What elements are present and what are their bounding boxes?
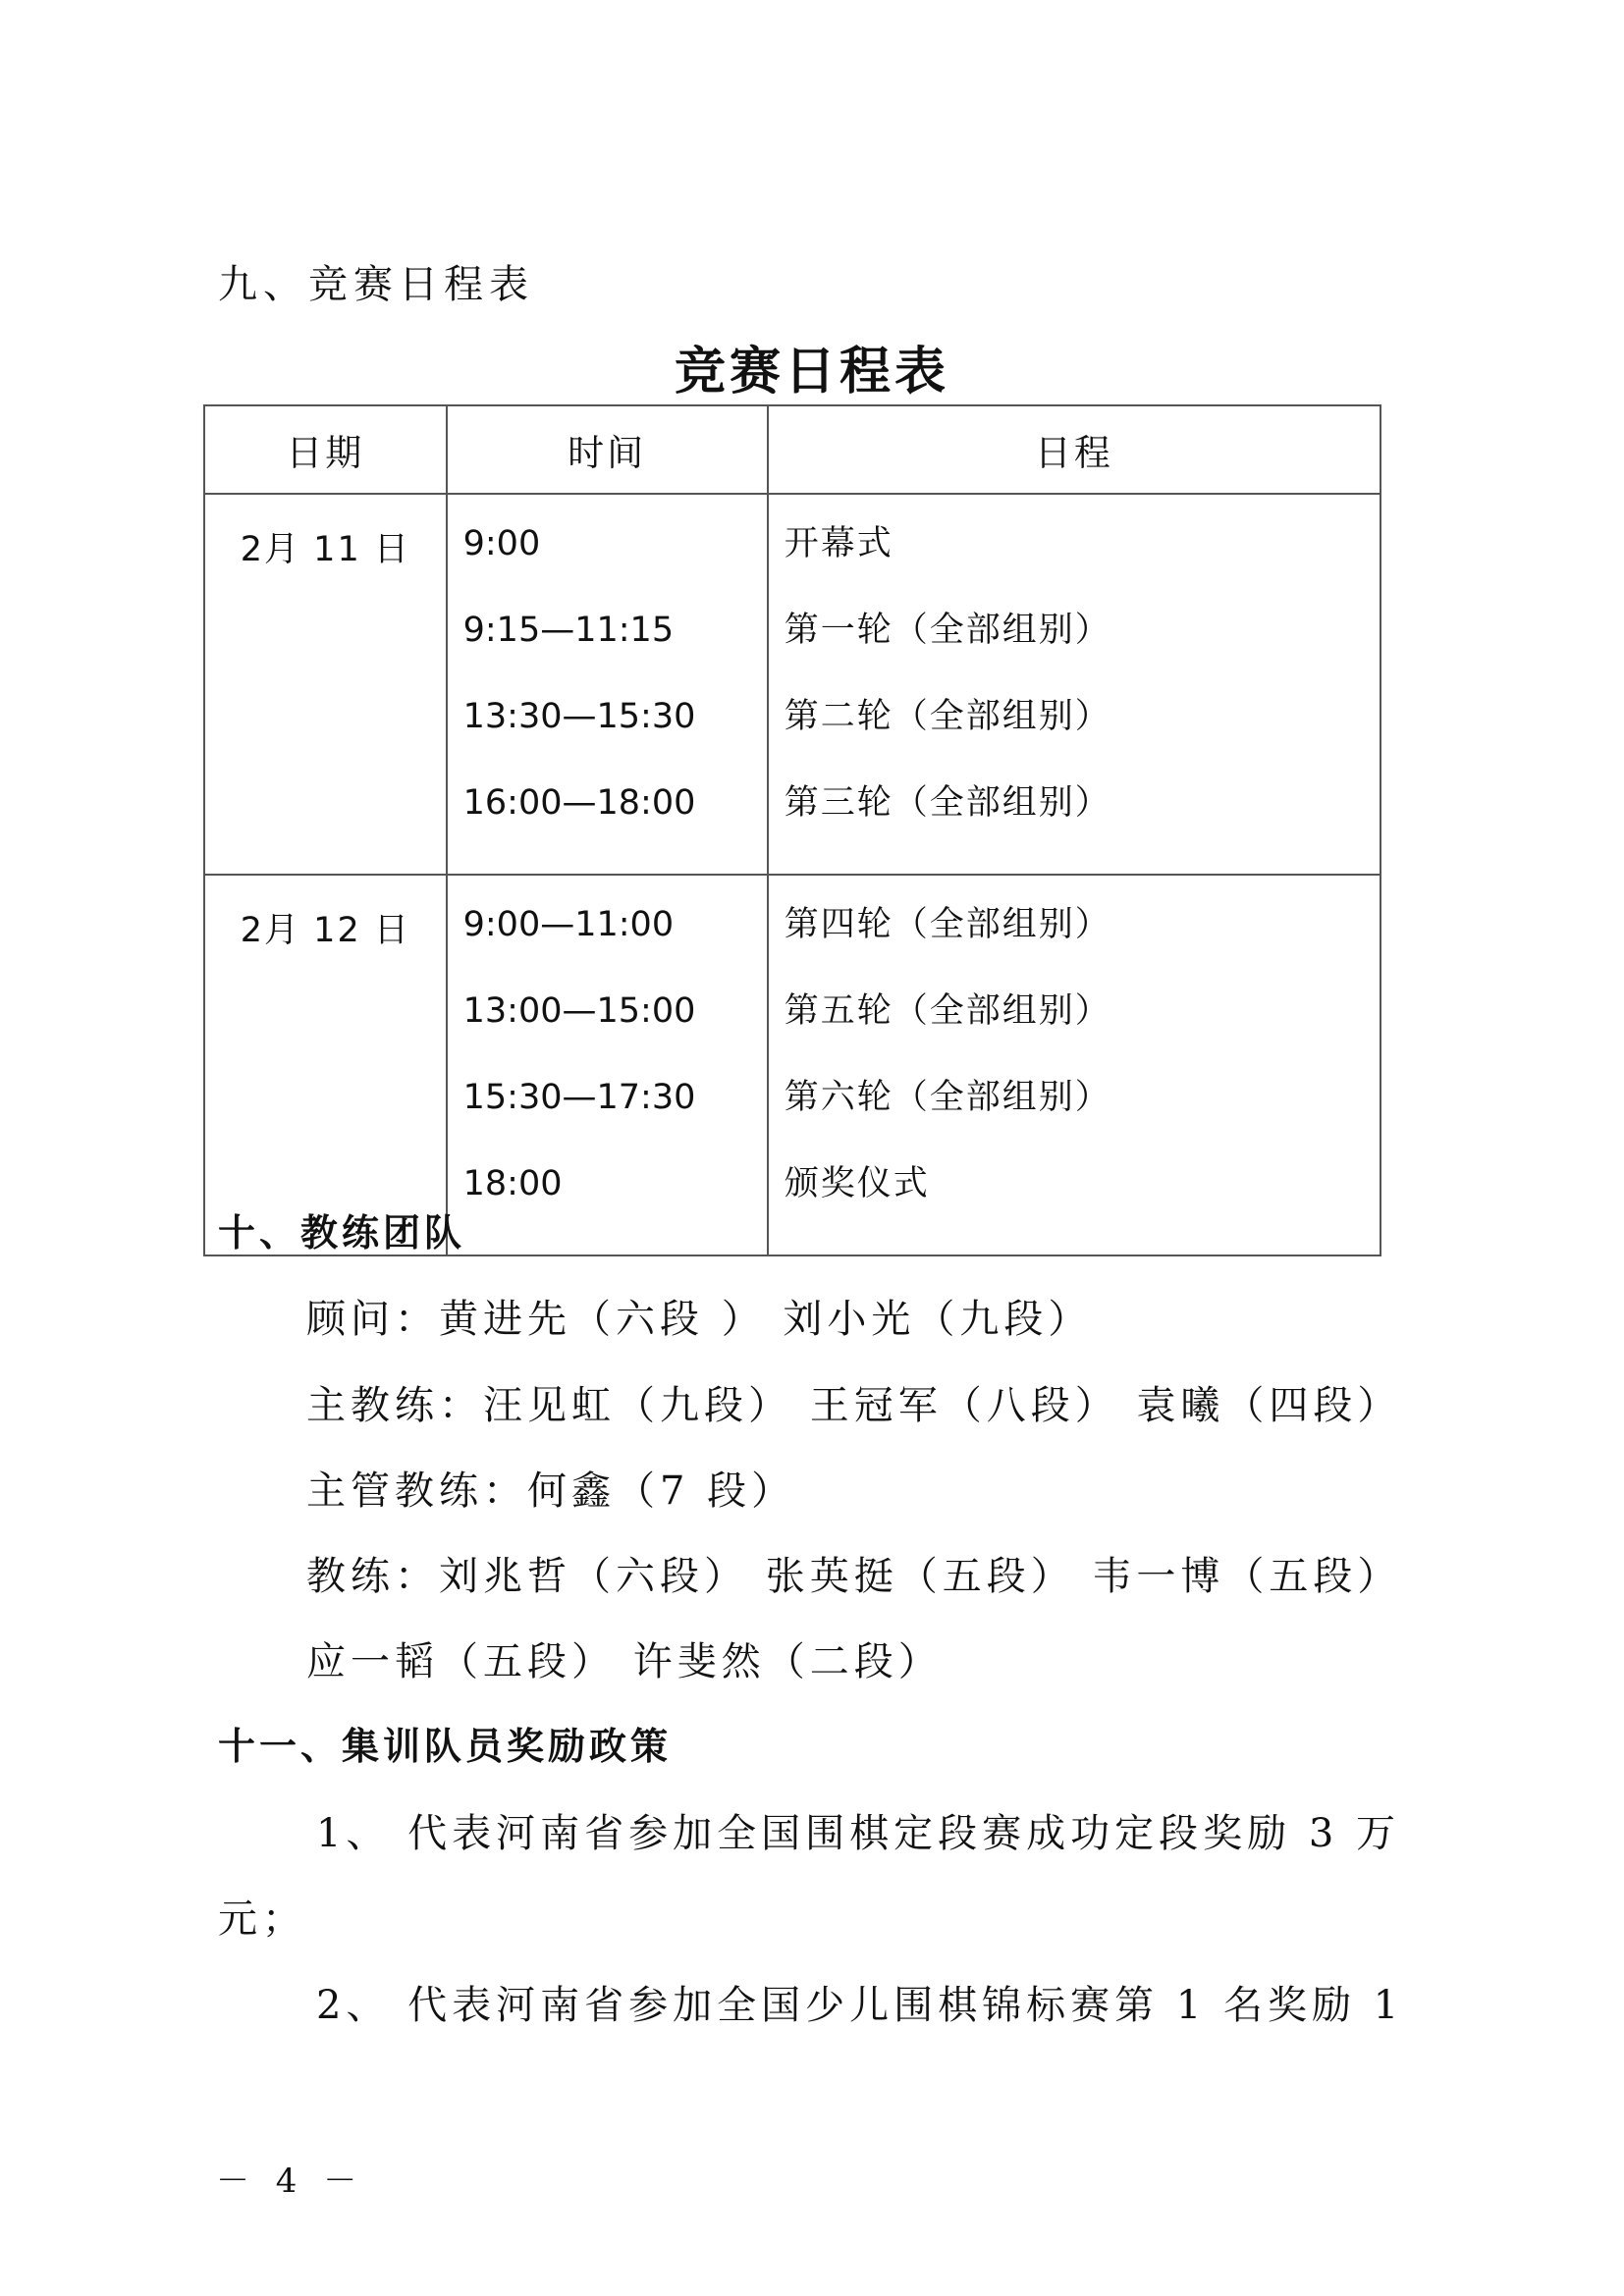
coach-line: 应一韬（五段） 许斐然（二段）	[306, 1639, 943, 1684]
reward-item: 1、 代表河南省参加全国围棋定段赛成功定段奖励 3 万	[316, 1811, 1401, 1856]
time-value: 13:30—15:30	[462, 697, 696, 736]
time-value: 15:30—17:30	[462, 1078, 696, 1117]
reward-item-continuation: 元；	[218, 1896, 306, 1942]
agenda-item: 第三轮（全部组别）	[784, 783, 1111, 823]
header-time: 时间	[447, 405, 768, 494]
agenda-item: 开幕式	[784, 524, 893, 563]
agenda-item: 颁奖仪式	[784, 1164, 930, 1203]
agenda-cell	[768, 494, 1380, 875]
agenda-cell	[768, 875, 1380, 1255]
time-cell	[447, 494, 768, 875]
time-value: 13:00—15:00	[462, 991, 696, 1031]
coach-line: 教练：刘兆哲（六段） 张英挺（五段） 韦一博（五段）	[306, 1554, 1402, 1599]
header-agenda: 日程	[768, 405, 1380, 494]
agenda-item: 第四轮（全部组别）	[784, 905, 1111, 944]
table-row	[204, 875, 1380, 1255]
table-header-row	[204, 405, 1380, 494]
reward-item: 2、 代表河南省参加全国少儿围棋锦标赛第 1 名奖励 1	[316, 1983, 1404, 2028]
header-date: 日期	[204, 405, 447, 494]
agenda-item: 第一轮（全部组别）	[784, 611, 1111, 650]
date-cell: 2月 11 日	[204, 494, 447, 875]
time-value: 9:00—11:00	[462, 905, 675, 944]
agenda-item: 第五轮（全部组别）	[784, 991, 1111, 1031]
section-9-heading: 九、竞赛日程表	[218, 262, 534, 307]
schedule-title: 竞赛日程表	[674, 343, 949, 401]
table-row	[204, 494, 1380, 875]
coach-line: 主教练：汪见虹（九段） 王冠军（八段） 袁曦（四段）	[306, 1383, 1402, 1428]
agenda-item: 第二轮（全部组别）	[784, 697, 1111, 736]
time-value: 18:00	[462, 1164, 563, 1203]
schedule-table	[203, 404, 1381, 1256]
date-cell: 2月 12 日	[204, 875, 447, 1255]
coach-line: 顾问：黄进先（六段 ） 刘小光（九段）	[306, 1297, 1093, 1342]
section-11-heading: 十一、集训队员奖励政策	[218, 1725, 673, 1768]
time-value: 9:00	[462, 524, 541, 563]
page-number: － 4 －	[216, 2162, 365, 2201]
time-value: 9:15—11:15	[462, 611, 675, 650]
time-value: 16:00—18:00	[462, 783, 696, 823]
coach-line: 主管教练：何鑫（7 段）	[306, 1468, 796, 1514]
time-cell	[447, 875, 768, 1255]
section-10-heading: 十、教练团队	[218, 1211, 466, 1255]
agenda-item: 第六轮（全部组别）	[784, 1078, 1111, 1117]
